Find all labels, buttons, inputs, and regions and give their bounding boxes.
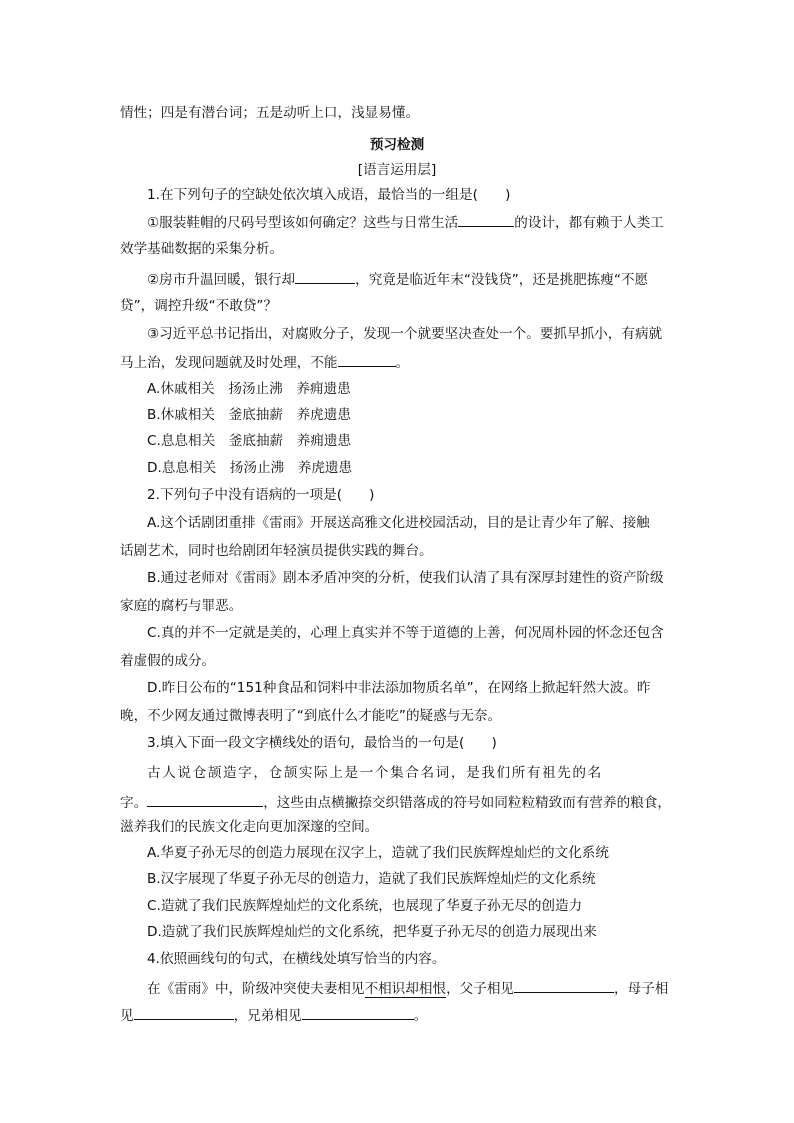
option-c: C.造就了我们民族辉煌灿烂的文化系统，也展现了华夏子孙无尽的创造力: [147, 898, 583, 914]
answer-blank[interactable]: [338, 352, 396, 367]
option-c: C.息息相关 釜底抽薪 养痈遗患: [147, 433, 352, 449]
q1-sentence-2: ②房市升温回暖，银行却 ，究竟是临近年末“没钱贷”，还是挑肥拣瘦“不愿: [147, 269, 648, 289]
q3-passage: 古人说仓颉造字，仓颉实际上是一个集合名词，是我们所有祖先的名: [147, 765, 603, 781]
option-d: D.造就了我们民族辉煌灿烂的文化系统，把华夏子孙无尽的创造力展现出来: [147, 924, 597, 940]
section-title: 预习检测: [369, 137, 425, 153]
answer-blank[interactable]: [458, 212, 514, 227]
text-line: 情性；四是有潜台词；五是动听上口，浅显易懂。: [120, 105, 420, 121]
option-b: B.通过老师对《雷雨》剧本矛盾冲突的分析，使我们认清了具有深厚封建性的资产阶级: [147, 570, 664, 586]
q1-sentence-1: ①服装鞋帽的尺码号型该如何确定？这些与日常生活 的设计，都有赖于人类工: [147, 212, 664, 232]
text-line: 贷”，调控升级“不敢贷”？: [120, 298, 278, 314]
text-line: 晚，不少网友通过微博表明了“到底什么才能吃”的疑惑与无奈。: [120, 708, 502, 724]
text-line: 马上治，发现问题就及时处理，不能 。: [120, 352, 409, 372]
text-line: 效学基础数据的采集分析。: [120, 241, 284, 257]
answer-blank[interactable]: [302, 1005, 414, 1020]
answer-blank[interactable]: [514, 978, 614, 993]
answer-blank[interactable]: [147, 792, 263, 807]
option-b: B.汉字展现了华夏子孙无尽的创造力，造就了我们民族辉煌灿烂的文化系统: [147, 871, 596, 887]
answer-blank[interactable]: [295, 269, 355, 284]
answer-blank[interactable]: [134, 1005, 234, 1020]
text-line: 家庭的腐朽与罪恶。: [120, 598, 243, 614]
text-line: 见 ，兄弟相见 。: [120, 1005, 427, 1025]
text-line: 着虚假的成分。: [120, 653, 216, 669]
option-c: C.真的并不一定就是美的，心理上真实并不等于道德的上善，何况周朴园的怀念还包含: [147, 625, 664, 641]
option-a: A.休戚相关 扬汤止沸 养痈遗患: [147, 381, 351, 397]
text-line: 滋养我们的民族文化走向更加深邃的空间。: [120, 819, 379, 835]
option-a: A.这个话剧团重排《雷雨》开展送高雅文化进校园活动，目的是让青少年了解、接触: [147, 515, 650, 531]
section-subtitle: [语言运用层]: [357, 162, 437, 178]
q4-passage: 在《雷雨》中，阶级冲突使夫妻相见不相识却相恨，父子相见 ，母子相: [147, 978, 668, 998]
text-line: 字。 ，这些由点横撇捺交织错落成的符号如同粒粒精致而有营养的粮食，: [120, 792, 671, 812]
option-d: D.息息相关 扬汤止沸 养虎遗患: [147, 460, 353, 476]
option-b: B.休戚相关 釜底抽薪 养虎遗患: [147, 407, 351, 423]
underlined-phrase: 不相识却相恨: [364, 981, 447, 997]
text-line: 话剧艺术，同时也给剧团年轻演员提供实践的舞台。: [120, 543, 433, 559]
question-3: 3.填入下面一段文字横线处的语句，最恰当的一句是( ): [147, 735, 497, 751]
option-a: A.华夏子孙无尽的创造力展现在汉字上，造就了我们民族辉煌灿烂的文化系统: [147, 845, 609, 861]
option-d: D.昨日公布的“151种食品和饲料中非法添加物质名单”，在网络上掀起轩然大波。昨: [147, 680, 651, 696]
question-2: 2.下列句子中没有语病的一项是( ): [147, 487, 375, 503]
question-1: 1.在下列句子的空缺处依次填入成语，最恰当的一组是( ): [147, 187, 511, 203]
question-4: 4.依照画线句的句式，在横线处填写恰当的内容。: [147, 951, 446, 967]
q1-sentence-3: ③习近平总书记指出，对腐败分子，发现一个就要坚决查处一个。要抓早抓小，有病就: [147, 326, 663, 342]
